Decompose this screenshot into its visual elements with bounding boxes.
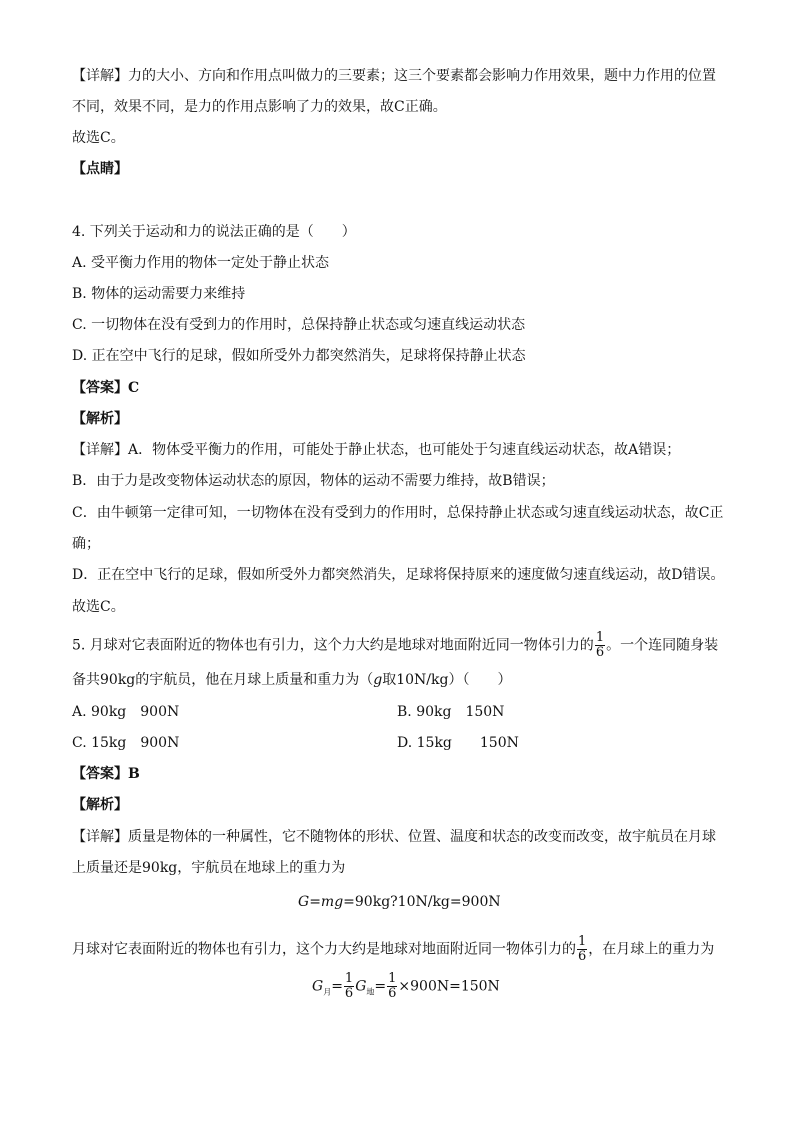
fraction xyxy=(577,935,587,964)
explanation-line xyxy=(72,503,723,523)
explanation-text: 不同，效果不同，是力的作用点影响了力的效果，故C正确。 xyxy=(72,99,447,115)
text-line xyxy=(72,97,447,117)
explanation-line xyxy=(72,935,714,964)
question-4-stem xyxy=(72,222,356,242)
option-text: B. 90kg 150N xyxy=(397,704,505,720)
question-5-stem xyxy=(72,631,718,660)
explanation-text: D．正在空中飞行的足球，假如所受外力都突然消失，足球将保持原来的速度做匀速直线运动，故D错误。 xyxy=(72,567,725,583)
tip-heading: 【点睛】 xyxy=(72,161,128,177)
option-text: A. 90kg 900N xyxy=(72,704,180,720)
option-text: C. 一切物体在没有受到力的作用时，总保持静止状态或匀速直线运动状态 xyxy=(72,317,526,333)
option-text: D. 15kg 150N xyxy=(397,735,519,751)
explanation-text: 确； xyxy=(72,536,100,552)
explanation-line xyxy=(72,565,724,585)
equation-text: =90kg?10N/kg=900N xyxy=(343,894,501,910)
explanation-text: C．由牛顿第一定律可知，一切物体在没有受到力的作用时，总保持静止状态或匀速直线运动状态，故C正 xyxy=(72,505,724,521)
question-5-stem xyxy=(72,670,511,690)
fraction xyxy=(344,972,354,1001)
explanation-text: ，在月球上的重力为 xyxy=(588,941,715,958)
question-5-option-d xyxy=(397,733,519,753)
question-4-option-b xyxy=(72,284,245,304)
option-text: C. 15kg 900N xyxy=(72,735,180,751)
stem-text: 4. 下列关于运动和力的说法正确的是（ ） xyxy=(72,224,356,240)
option-text: B. 物体的运动需要力来维持 xyxy=(72,286,246,302)
fraction xyxy=(595,631,605,660)
explanation-line xyxy=(72,471,555,491)
equation-text: ×900N=150N xyxy=(398,978,500,995)
subscript-moon: 月 xyxy=(323,987,332,997)
fraction xyxy=(387,972,397,1001)
stem-text: 。一个连同随身装 xyxy=(606,637,719,654)
explanation-text: 月球对它表面附近的物体也有引力，这个力大约是地球对地面附近同一物体引力的 xyxy=(72,941,576,958)
question-5-option-c xyxy=(72,733,179,753)
explanation-text: 上质量还是90kg，宇航员在地球上的重力为 xyxy=(72,860,346,876)
variable-G: G xyxy=(355,978,367,995)
explanation-text: 【详解】A．物体受平衡力的作用，可能处于静止状态，也可能处于匀速直线运动状态，故A错误； xyxy=(72,442,681,458)
equation-gravity-moon: $G_月=$ $\frac{1}{6}$ $G_地=$ $\frac{1}{6}$ ×900N=150N xyxy=(312,971,500,1001)
analysis-heading: 【解析】 xyxy=(72,411,128,427)
explanation-line xyxy=(72,858,345,878)
question-4-option-a xyxy=(72,253,329,273)
text-line xyxy=(72,128,125,148)
question-5-answer xyxy=(72,764,140,784)
question-4-option-c xyxy=(72,315,525,335)
question-5-analysis-heading xyxy=(72,795,128,815)
question-5-option-a xyxy=(72,702,179,722)
text-line xyxy=(72,66,716,86)
answer-text: 【答案】C xyxy=(72,380,140,396)
fraction-numerator: 1 xyxy=(578,934,587,949)
conclusion-text: 故选C。 xyxy=(72,130,125,146)
fraction-denominator: 6 xyxy=(578,949,587,964)
variable-mg: mg xyxy=(320,894,344,910)
stem-text: 5. 月球对它表面附近的物体也有引力，这个力大约是地球对地面附近同一物体引力的 xyxy=(72,637,594,654)
fraction-denominator: 6 xyxy=(388,986,397,1001)
variable-G: G xyxy=(312,978,324,995)
question-5-option-b xyxy=(397,702,504,722)
fraction-denominator: 6 xyxy=(344,986,354,1001)
variable-G: G xyxy=(298,894,310,910)
stem-text: 取10N/kg）（ ） xyxy=(382,672,512,688)
question-4-analysis-heading xyxy=(72,409,128,429)
equation-gravity-earth: G=mg=90kg?10N/kg=900N xyxy=(298,894,501,910)
explanation-line xyxy=(72,597,125,617)
conclusion-text: 故选C。 xyxy=(72,599,125,615)
explanation-text: 【详解】质量是物体的一种属性，它不随物体的形状、位置、温度和状态的改变而改变，故宇航员在月球 xyxy=(72,829,716,845)
fraction-denominator: 6 xyxy=(595,645,605,660)
question-4-option-d xyxy=(72,346,526,366)
stem-text: 备共90kg的宇航员，他在月球上质量和重力为（ xyxy=(72,672,374,688)
explanation-line xyxy=(72,827,716,847)
question-4-answer xyxy=(72,378,139,398)
option-text: D. 正在空中飞行的足球，假如所受外力都突然消失，足球将保持静止状态 xyxy=(72,348,526,364)
fraction-numerator: 1 xyxy=(595,630,605,645)
fraction-numerator: 1 xyxy=(344,971,354,986)
explanation-text: 【详解】力的大小、方向和作用点叫做力的三要素；这三个要素都会影响力作用效果，题中力作用的位置 xyxy=(72,68,716,84)
subscript-earth: 地 xyxy=(366,987,375,997)
answer-text: 【答案】B xyxy=(72,766,140,782)
explanation-text: B．由于力是改变物体运动状态的原因，物体的运动不需要力维持，故B错误； xyxy=(72,473,555,489)
variable-g: g xyxy=(373,672,383,688)
option-text: A. 受平衡力作用的物体一定处于静止状态 xyxy=(72,255,330,271)
fraction-numerator: 1 xyxy=(388,971,397,986)
explanation-line xyxy=(72,440,680,460)
explanation-line xyxy=(72,534,100,554)
text-line xyxy=(72,159,128,179)
analysis-heading: 【解析】 xyxy=(72,797,128,813)
